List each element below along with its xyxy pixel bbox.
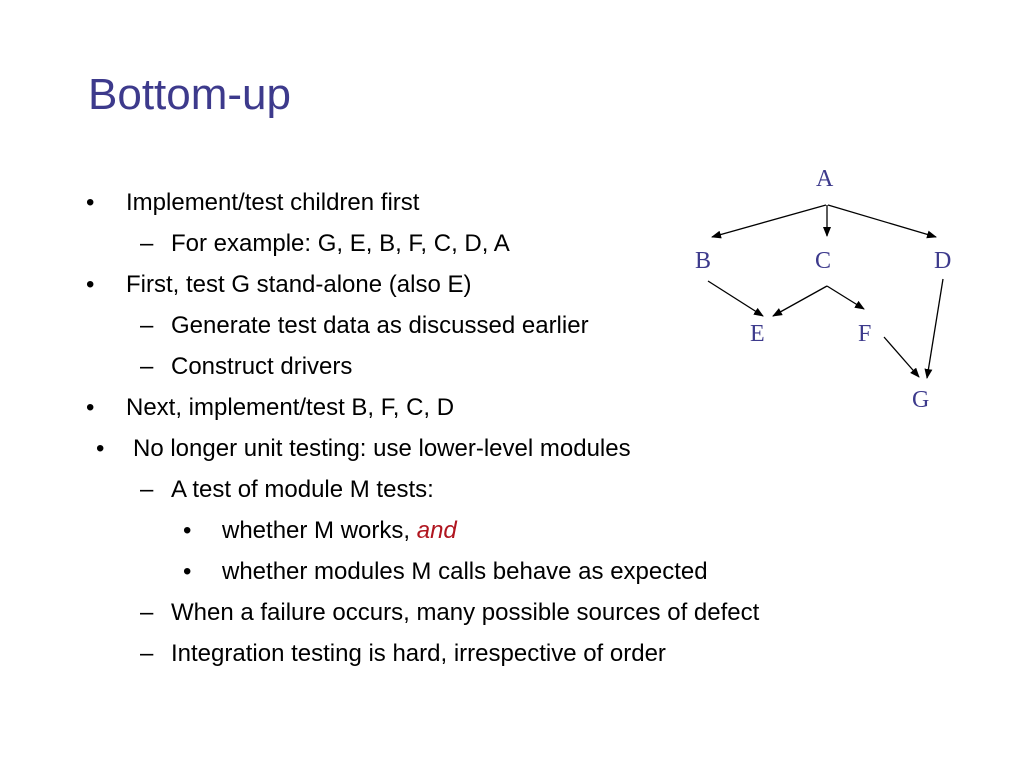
sub-sub-bullet-item: whether modules M calls behave as expected bbox=[222, 558, 708, 585]
node-e: E bbox=[750, 321, 765, 347]
dash-marker: – bbox=[140, 230, 154, 257]
bullet-marker: • bbox=[183, 558, 192, 585]
sub-bullet-item: Construct drivers bbox=[171, 353, 353, 380]
emphasis-text: and bbox=[416, 517, 457, 544]
dash-marker: – bbox=[140, 353, 154, 380]
node-b: B bbox=[695, 248, 712, 274]
sub-bullet-item: Generate test data as discussed earlier bbox=[171, 312, 589, 339]
edge-a-b bbox=[712, 205, 826, 237]
node-g: G bbox=[912, 387, 930, 413]
sub-bullet-item: When a failure occurs, many possible sources of defect bbox=[171, 599, 760, 626]
node-d: D bbox=[934, 248, 952, 274]
edge-c-f bbox=[827, 286, 864, 309]
sub-bullet-item: For example: G, E, B, F, C, D, A bbox=[171, 230, 510, 257]
bullet-item: No longer unit testing: use lower-level modules bbox=[133, 435, 631, 462]
bullet-marker: • bbox=[86, 189, 95, 216]
node-f: F bbox=[858, 321, 872, 347]
dash-marker: – bbox=[140, 640, 154, 667]
bullet-marker: • bbox=[96, 435, 105, 462]
dash-marker: – bbox=[140, 476, 154, 503]
dash-marker: – bbox=[140, 312, 154, 339]
node-a: A bbox=[816, 166, 834, 192]
bullet-text: whether M works, bbox=[222, 517, 417, 544]
bullet-marker: • bbox=[86, 271, 95, 298]
dash-marker: – bbox=[140, 599, 154, 626]
slide-title: Bottom-up bbox=[88, 70, 291, 119]
edge-b-e bbox=[708, 281, 763, 316]
edge-a-d bbox=[828, 205, 936, 237]
edge-f-g bbox=[884, 337, 919, 377]
bullet-marker: • bbox=[86, 394, 95, 421]
bullet-item: Implement/test children first bbox=[126, 189, 420, 216]
bullet-item: First, test G stand-alone (also E) bbox=[126, 271, 472, 298]
sub-bullet-item: Integration testing is hard, irrespective of order bbox=[171, 640, 666, 667]
sub-bullet-item: A test of module M tests: bbox=[171, 476, 434, 503]
edge-c-e bbox=[773, 286, 827, 316]
node-c: C bbox=[815, 248, 832, 274]
edge-d-g bbox=[927, 279, 943, 378]
bullet-marker: • bbox=[183, 517, 192, 544]
bullet-item: Next, implement/test B, F, C, D bbox=[126, 394, 455, 421]
